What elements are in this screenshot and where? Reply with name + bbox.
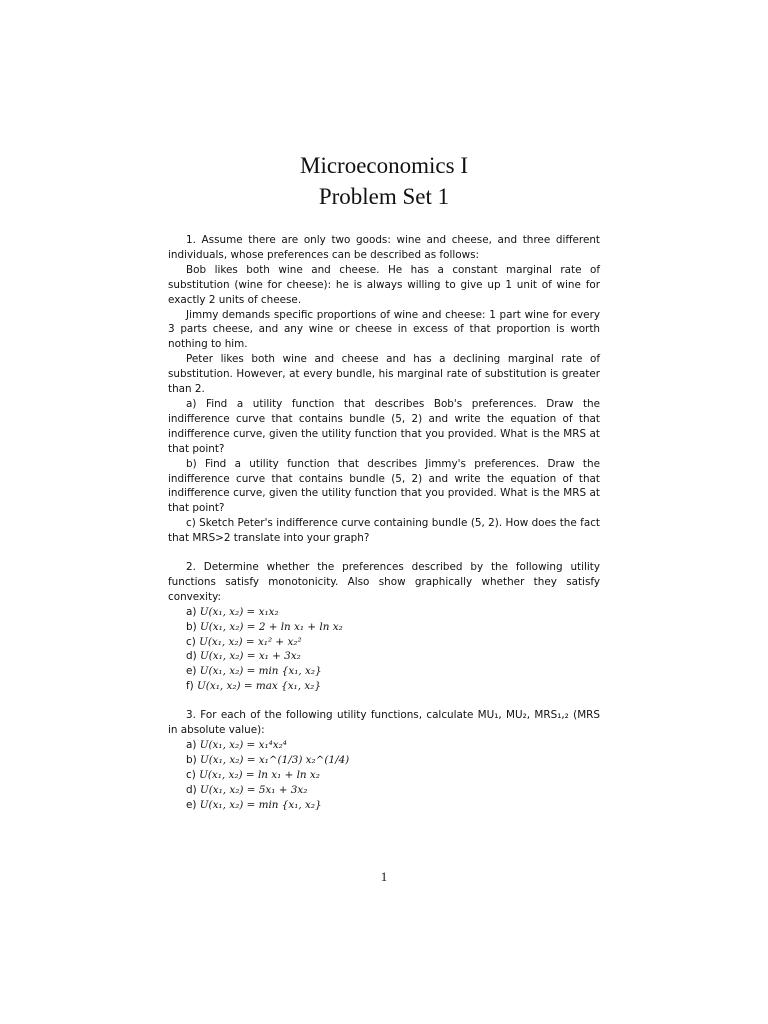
page-number: 1 (380, 869, 388, 884)
title-line-2: Problem Set 1 (318, 184, 450, 209)
q3-intro: 3. For each of the following utility functions, calculate MU₁, MU₂, MRS₁,₂ (MRS in absolute value): (168, 709, 600, 737)
q2-item: c) U(x₁, x₂) = x₁² + x₂² (186, 635, 302, 648)
q2-item: b) U(x₁, x₂) = 2 + ln x₁ + ln x₂ (186, 620, 343, 633)
document-title (0, 150, 768, 212)
q1-bob: Bob likes both wine and cheese. He has a constant marginal rate of substitution (wine for cheese): he is always willing to give up 1 unit of wine for exactly 2 units of cheese. (168, 263, 600, 306)
q1-jimmy: Jimmy demands specific proportions of wine and cheese: 1 part wine for every 3 parts cheese, and any wine or cheese in excess of that proportion is worth nothing to him. (168, 308, 600, 351)
q2-item: e) U(x₁, x₂) = min {x₁, x₂} (186, 665, 322, 678)
q1-part-c: c) Sketch Peter's indifference curve containing bundle (5, 2). How does the fact that MRS>2 translate into your graph? (168, 517, 600, 545)
q1-part-b: b) Find a utility function that describes Jimmy's preferences. Draw the indifference curve that contains bundle (5, 2) and write the equation of that indifference curve, given the utility function that you provided. What is the MRS at that point? (168, 457, 600, 515)
q3-item: e) U(x₁, x₂) = min {x₁, x₂} (186, 798, 322, 811)
q1-intro: 1. Assume there are only two goods: wine and cheese, and three different individuals, whose preferences can be described as follows: (168, 234, 600, 261)
q3-item: a) U(x₁, x₂) = x₁⁴x₂⁴ (186, 739, 287, 751)
q3-item: c) U(x₁, x₂) = ln x₁ + ln x₂ (186, 768, 320, 781)
q3-item: d) U(x₁, x₂) = 5x₁ + 3x₂ (186, 783, 308, 796)
q1-part-a: a) Find a utility function that describes Bob's preferences. Draw the indifference curve that contains bundle (5, 2) and write the equation of that indifference curve, given the utility function that you provided. What is the MRS at that point? (168, 397, 600, 455)
q3-item: b) U(x₁, x₂) = x₁^(1/3) x₂^(1/4) (186, 753, 350, 766)
q2-item: a) U(x₁, x₂) = x₁x₂ (186, 605, 279, 618)
problem-body (168, 233, 600, 813)
q2-item: f) U(x₁, x₂) = max {x₁, x₂} (186, 680, 321, 693)
title-line-1: Microeconomics I (300, 153, 468, 178)
q1-peter: Peter likes both wine and cheese and has a declining marginal rate of substitution. However, at every bundle, his marginal rate of substitution is greater than 2. (168, 353, 600, 396)
q2-item: d) U(x₁, x₂) = x₁ + 3x₂ (186, 650, 301, 663)
q2-intro: 2. Determine whether the preferences described by the following utility functions satisfy monotonicity. Also show graphically whether they satisfy convexity: (168, 561, 600, 603)
